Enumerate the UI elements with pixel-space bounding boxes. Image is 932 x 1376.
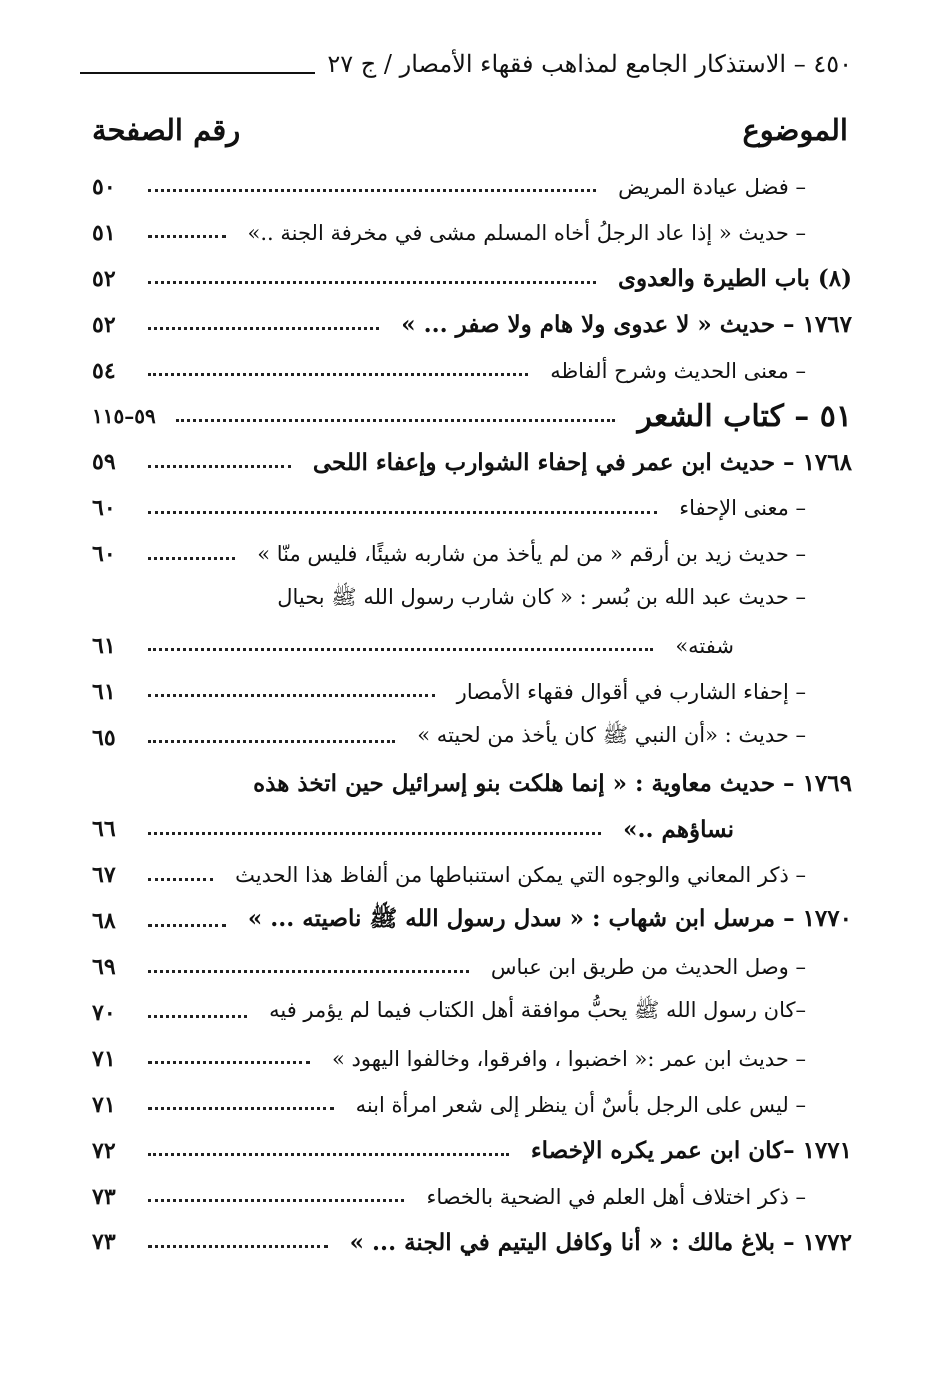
entry-title: – ليس على الرجل بأسٌ أن ينظر إلى شعر امرأة ابنه (355, 1092, 806, 1117)
entry-title: – حديث : «أن النبي ﷺ كان يأخذ من لحيته » (417, 723, 806, 748)
entry-title: – حديث عبد الله بن بُسر : « كان شارب رسول الله ﷺ بحيال (277, 585, 806, 610)
dot-leader (148, 1199, 404, 1202)
entry-page-number: ٥٤ (92, 357, 116, 384)
entry-title: – حديث « إذا عاد الرجلُ أخاه المسلم مشى في مخرفة الجنة ..» (247, 220, 806, 245)
contents-entry (92, 944, 852, 990)
dot-leader (148, 235, 226, 238)
dot-leader (148, 878, 213, 881)
dot-leader (148, 740, 395, 743)
entry-page-number: ٦٠ (92, 495, 116, 522)
entry-title: – وصل الحديث من طريق ابن عباس (490, 955, 806, 980)
contents-entry (92, 302, 852, 348)
dot-leader (148, 1107, 334, 1110)
dot-leader (148, 373, 528, 376)
entry-page-number: ٥٩ (92, 449, 116, 476)
entry-page-number: ٧٣ (92, 1229, 116, 1256)
entry-title: – ذكر اختلاف أهل العلم في الضحية بالخصاء (426, 1184, 806, 1209)
page-column-heading: رقم الصفحة (92, 113, 241, 147)
entry-title: – إحفاء الشارب في أقوال فقهاء الأمصار (456, 679, 806, 704)
entry-title: ١٧٦٩ – حديث معاوية : « إنما هلكت بنو إسرائيل حين اتخذ هذه (253, 770, 852, 798)
entry-title: –كان رسول الله ﷺ يحبُّ موافقة أهل الكتاب فيما لم يؤمر فيه (269, 998, 806, 1023)
entry-page-number: ٥٢ (92, 265, 116, 292)
entry-page-number: ٦٦ (92, 816, 116, 843)
entry-title: ١٧٦٧ – حديث « لا عدوى ولا هام ولا صفر ... » (401, 311, 852, 339)
contents-entry (92, 1174, 852, 1220)
entry-title: – معنى الحديث وشرح ألفاظه (550, 358, 806, 383)
entry-page-number: ٧١ (92, 1091, 116, 1118)
dot-leader (176, 419, 616, 422)
entry-title: شفته» (675, 633, 734, 658)
dot-leader (148, 1153, 509, 1156)
contents-entry (92, 210, 852, 256)
entry-title: – فضل عيادة المريض (618, 174, 806, 199)
dot-leader (148, 557, 235, 560)
dot-leader (148, 281, 596, 284)
dot-leader (148, 694, 435, 697)
dot-leader (148, 511, 657, 514)
topic-column-heading: الموضوع (742, 113, 848, 147)
entry-page-number: ٦١ (92, 678, 116, 705)
entry-page-number: ٦٠ (92, 541, 116, 568)
dot-leader (148, 189, 596, 192)
entry-title: ١٧٦٨ – حديث ابن عمر في إحفاء الشوارب وإعفاء اللحى (312, 448, 852, 476)
column-headings (92, 108, 848, 152)
entry-title: – حديث زيد بن أرقم « من لم يأخذ من شاربه شيئًا، فليس منّا » (257, 542, 806, 567)
entry-title: – معنى الإحفاء (679, 496, 806, 521)
contents-entry (92, 577, 852, 623)
entry-page-number: ٥٠ (92, 173, 116, 200)
entry-title: ١٧٧١ –كان ابن عمر يكره الإخصاء (530, 1137, 852, 1165)
contents-entry (92, 990, 852, 1036)
entry-page-number: ٧١ (92, 1045, 116, 1072)
contents-entry (92, 348, 852, 394)
dot-leader (148, 1015, 247, 1018)
entry-page-number: ٧٣ (92, 1183, 116, 1210)
contents-entry (92, 485, 852, 531)
entry-title: ٥١ – كتاب الشعر (637, 398, 852, 434)
dot-leader (148, 648, 653, 651)
entry-page-number: ٥١ (92, 219, 116, 246)
contents-entry (92, 669, 852, 715)
dot-leader (148, 327, 379, 330)
dot-leader (148, 1061, 310, 1064)
contents-entry (92, 1082, 852, 1128)
entry-title: ١٧٧٠ – مرسل ابن شهاب : « سدل رسول الله ﷺ ناصيته ... » (247, 905, 852, 933)
entry-page-number: ٦٥ (92, 724, 116, 751)
entry-title: ١٧٧٢ – بلاغ مالك : « أنا وكافل اليتيم في الجنة ... » (349, 1228, 852, 1256)
contents-entry (92, 715, 852, 761)
entry-title: نساؤهم ..» (623, 815, 734, 843)
entry-title: – ذكر المعاني والوجوه التي يمكن استنباطها من ألفاظ هذا الحديث (235, 863, 806, 888)
dot-leader (148, 465, 291, 468)
contents-entry (92, 1219, 852, 1265)
contents-entry (92, 256, 852, 302)
dot-leader (148, 924, 226, 927)
entry-title: – حديث ابن عمر :« اخضبوا ، وافرقوا، وخالفوا اليهود » (331, 1046, 806, 1071)
entry-page-number: ٥٢ (92, 311, 116, 338)
contents-entry (92, 393, 852, 439)
contents-entry (92, 806, 852, 852)
entry-page-number: ٧٠ (92, 999, 116, 1026)
entry-page-number: ٧٢ (92, 1137, 116, 1164)
running-header-text: ٤٥٠ – الاستذكار الجامع لمذاهب فقهاء الأمصار / ج ٢٧ (327, 50, 852, 78)
contents-entry (92, 1128, 852, 1174)
contents-entry (92, 761, 852, 807)
entry-page-number: ٦٨ (92, 908, 116, 935)
contents-entry (92, 439, 852, 485)
entry-title: (٨) باب الطيرة والعدوى (618, 265, 852, 293)
running-header (80, 44, 852, 84)
entry-page-number: ٥٩–١١٥ (92, 404, 156, 429)
contents-entry (92, 164, 852, 210)
entry-page-number: ٦٧ (92, 862, 116, 889)
entry-page-number: ٦٩ (92, 954, 116, 981)
contents-entry (92, 623, 852, 669)
header-rule (80, 72, 315, 74)
contents-entry (92, 852, 852, 898)
contents-list (92, 164, 852, 1265)
contents-entry (92, 1036, 852, 1082)
dot-leader (148, 970, 469, 973)
dot-leader (148, 832, 601, 835)
contents-entry (92, 898, 852, 944)
contents-entry (92, 531, 852, 577)
dot-leader (148, 1245, 328, 1248)
entry-page-number: ٦١ (92, 632, 116, 659)
